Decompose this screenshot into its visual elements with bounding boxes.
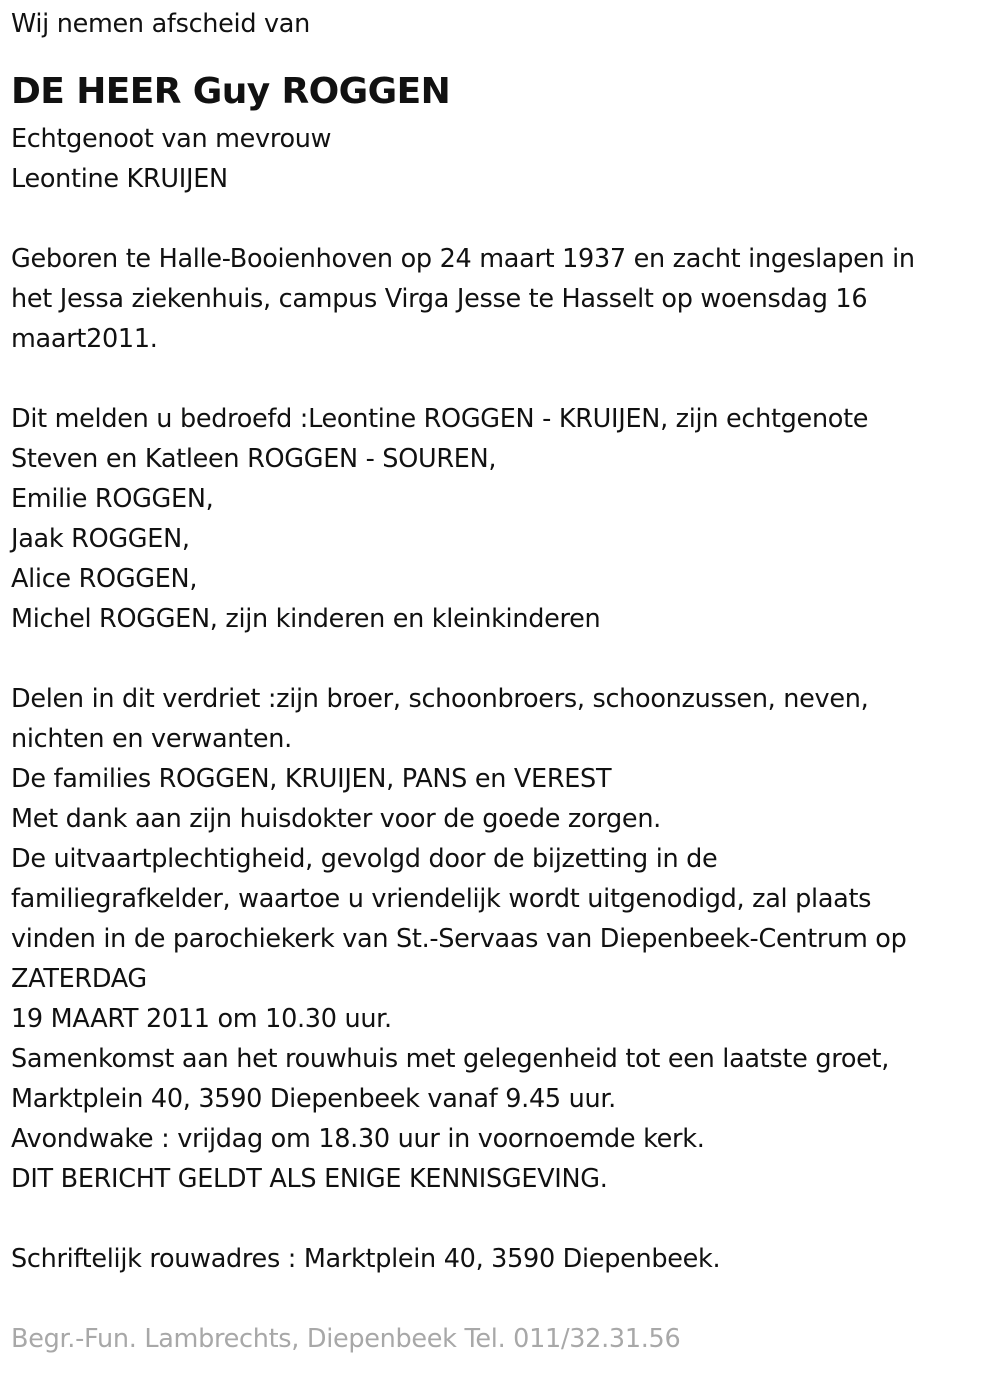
family-line-5: Alice ROGGEN, xyxy=(11,564,198,594)
intro-text: Wij nemen afscheid van xyxy=(11,9,310,39)
details-line-12: Avondwake : vrijdag om 18.30 uur in voornoemde kerk. xyxy=(11,1124,705,1154)
details-line-7: vinden in de parochiekerk van St.-Servaas van Diepenbeek-Centrum op xyxy=(11,924,907,954)
birth-line-1: Geboren te Halle-Booienhoven op 24 maart 1937 en zacht ingeslapen in xyxy=(11,244,915,274)
spouse-line-1: Echtgenoot van mevrouw xyxy=(11,124,332,154)
details-line-9: 19 MAART 2011 om 10.30 uur. xyxy=(11,1004,392,1034)
details-line-2: nichten en verwanten. xyxy=(11,724,292,754)
spacer xyxy=(11,1279,986,1319)
details-line-5: De uitvaartplechtigheid, gevolgd door de bijzetting in de xyxy=(11,844,718,874)
birth-line-2: het Jessa ziekenhuis, campus Virga Jesse te Hasselt op woensdag 16 xyxy=(11,284,868,314)
family-line-4: Jaak ROGGEN, xyxy=(11,524,190,554)
family-line-3: Emilie ROGGEN, xyxy=(11,484,214,514)
details-line-4: Met dank aan zijn huisdokter voor de goede zorgen. xyxy=(11,804,661,834)
family-line-1: Dit melden u bedroefd :Leontine ROGGEN - KRUIJEN, zijn echtgenote xyxy=(11,404,869,434)
details-line-11: Marktplein 40, 3590 Diepenbeek vanaf 9.45 uur. xyxy=(11,1084,616,1114)
spacer xyxy=(11,1199,986,1239)
spouse-line-2: Leontine KRUIJEN xyxy=(11,164,228,194)
birth-line-3: maart2011. xyxy=(11,324,158,354)
spacer xyxy=(11,359,986,399)
deceased-name: DE HEER Guy ROGGEN xyxy=(11,71,451,112)
details-line-8: ZATERDAG xyxy=(11,964,147,994)
details-line-13: DIT BERICHT GELDT ALS ENIGE KENNISGEVING. xyxy=(11,1164,608,1194)
family-line-2: Steven en Katleen ROGGEN - SOUREN, xyxy=(11,444,497,474)
details-line-10: Samenkomst aan het rouwhuis met gelegenheid tot een laatste groet, xyxy=(11,1044,890,1074)
obituary-notice xyxy=(11,4,986,1359)
mourning-address: Schriftelijk rouwadres : Marktplein 40, 3590 Diepenbeek. xyxy=(11,1244,721,1274)
details-line-6: familiegrafkelder, waartoe u vriendelijk wordt uitgenodigd, zal plaats xyxy=(11,884,872,914)
details-line-3: De families ROGGEN, KRUIJEN, PANS en VEREST xyxy=(11,764,612,794)
spacer xyxy=(11,199,986,239)
funeral-home-footer: Begr.-Fun. Lambrechts, Diepenbeek Tel. 011/32.31.56 xyxy=(11,1324,681,1354)
family-line-6: Michel ROGGEN, zijn kinderen en kleinkinderen xyxy=(11,604,601,634)
details-line-1: Delen in dit verdriet :zijn broer, schoonbroers, schoonzussen, neven, xyxy=(11,684,869,714)
spacer xyxy=(11,44,986,69)
spacer xyxy=(11,639,986,679)
